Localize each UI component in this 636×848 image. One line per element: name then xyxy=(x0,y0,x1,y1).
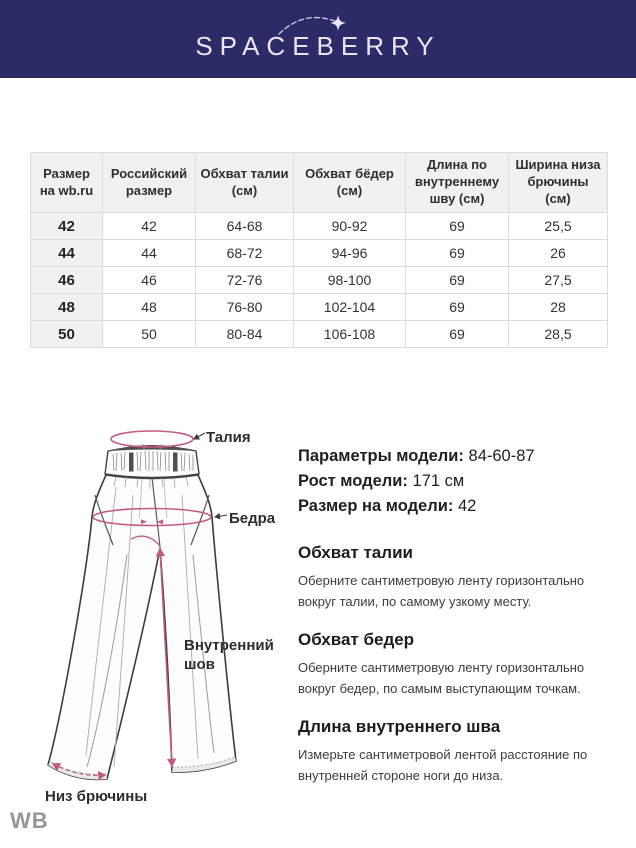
table-header-row xyxy=(31,153,608,213)
table-cell: 69 xyxy=(406,213,509,240)
section-text: Измерьте сантиметровой лентой расстояние по внутренней стороне ноги до низа. xyxy=(298,747,588,783)
measure-section-hips xyxy=(298,630,620,699)
param-value: 171 см xyxy=(412,472,465,490)
section-title: Обхват бедер xyxy=(298,630,415,649)
table-cell: 76-80 xyxy=(196,294,294,321)
column-header: Обхват бёдер (см) xyxy=(294,153,406,213)
model-param xyxy=(298,469,620,494)
column-header: Российский размер xyxy=(103,153,196,213)
measure-section-waist xyxy=(298,543,620,612)
table-cell: 25,5 xyxy=(509,213,608,240)
column-header: Ширина низа брючины (см) xyxy=(509,153,608,213)
table-cell: 80-84 xyxy=(196,321,294,348)
table-cell: 69 xyxy=(406,294,509,321)
table-row xyxy=(31,294,608,321)
size-cell: 48 xyxy=(31,294,103,321)
model-params xyxy=(298,444,620,519)
measurement-info xyxy=(298,444,620,786)
size-table xyxy=(30,152,608,348)
brand-header xyxy=(0,0,636,78)
table-cell: 64-68 xyxy=(196,213,294,240)
brand-name: SPACEBERRY xyxy=(195,30,441,61)
param-value: 84-60-87 xyxy=(468,447,535,465)
table-cell: 69 xyxy=(406,267,509,294)
param-value: 42 xyxy=(457,497,477,515)
column-header: Размер на wb.ru xyxy=(31,153,103,213)
table-cell: 90-92 xyxy=(294,213,406,240)
shooting-star-icon xyxy=(275,7,353,41)
section-text: Оберните сантиметровую ленту горизонтально вокруг бедер, по самым выступающим точкам. xyxy=(298,660,585,696)
table-cell: 50 xyxy=(103,321,196,348)
param-label: Рост модели: xyxy=(298,472,408,490)
table-cell: 68-72 xyxy=(196,240,294,267)
param-label: Размер на модели: xyxy=(298,497,454,515)
model-param xyxy=(298,444,620,469)
waist-label: Талия xyxy=(206,429,251,446)
table-cell: 69 xyxy=(406,321,509,348)
table-row xyxy=(31,267,608,294)
table-cell: 98-100 xyxy=(294,267,406,294)
section-title: Обхват талии xyxy=(298,543,413,562)
table-row xyxy=(31,321,608,348)
hips-label: Бедра xyxy=(229,510,276,527)
table-cell: 44 xyxy=(103,240,196,267)
column-header: Длина по внутреннему шву (см) xyxy=(406,153,509,213)
size-cell: 44 xyxy=(31,240,103,267)
inseam-label: Внутренний шов xyxy=(184,637,274,673)
pants-line-drawing xyxy=(30,415,310,825)
table-cell: 46 xyxy=(103,267,196,294)
column-header: Обхват талии (см) xyxy=(196,153,294,213)
brand-logo xyxy=(195,31,440,62)
table-cell: 106-108 xyxy=(294,321,406,348)
table-cell: 28,5 xyxy=(509,321,608,348)
measure-section-inseam xyxy=(298,717,620,786)
table-cell: 28 xyxy=(509,294,608,321)
table-cell: 94-96 xyxy=(294,240,406,267)
table-row xyxy=(31,240,608,267)
pants-diagram xyxy=(30,415,310,825)
section-text: Оберните сантиметровую ленту горизонтально вокруг талии, по самому узкому месту. xyxy=(298,573,585,609)
table-cell: 102-104 xyxy=(294,294,406,321)
hem-label: Низ брючины xyxy=(45,788,148,805)
table-cell: 27,5 xyxy=(509,267,608,294)
table-cell: 69 xyxy=(406,240,509,267)
size-cell: 50 xyxy=(31,321,103,348)
model-param xyxy=(298,494,620,519)
table-cell: 48 xyxy=(103,294,196,321)
table-cell: 42 xyxy=(103,213,196,240)
size-cell: 46 xyxy=(31,267,103,294)
table-cell: 72-76 xyxy=(196,267,294,294)
table-row xyxy=(31,213,608,240)
wb-watermark: WB xyxy=(10,808,49,833)
size-cell: 42 xyxy=(31,213,103,240)
section-title: Длина внутреннего шва xyxy=(298,717,501,736)
table-cell: 26 xyxy=(509,240,608,267)
param-label: Параметры модели: xyxy=(298,447,464,465)
